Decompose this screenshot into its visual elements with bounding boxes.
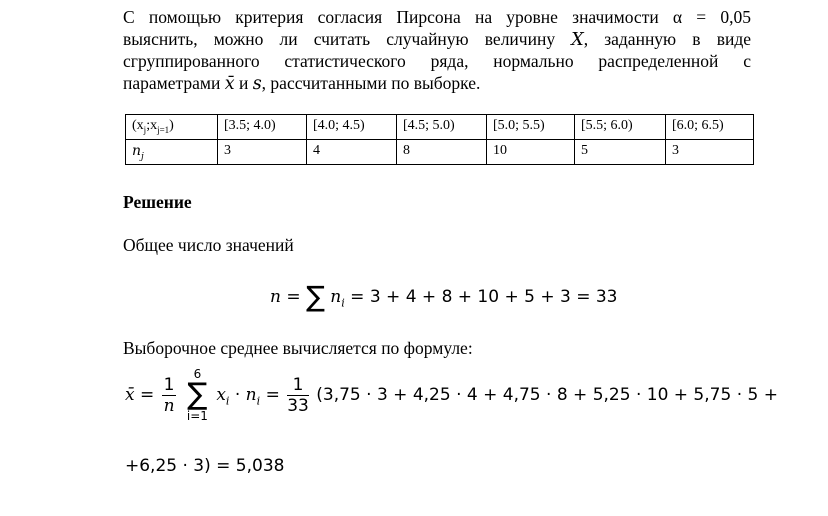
problem-line-3: сгруппированного статистического ряда, нормально распределенной с — [123, 51, 751, 71]
table-cell: 5 — [575, 140, 666, 165]
mean-text: Выборочное среднее вычисляется по формуле: — [123, 338, 473, 358]
table-cell: 10 — [487, 140, 575, 165]
mean-formula-continuation: +6,25 · 3) = 5,038 — [125, 456, 285, 476]
table-cell: [4.0; 4.5) — [307, 115, 397, 140]
table-header-cell: $(x_j;x_{j=1})$ — [126, 115, 218, 140]
table-cell: [4.5; 5.0) — [397, 115, 487, 140]
table-row-intervals — [126, 115, 754, 140]
table-cell: 8 — [397, 140, 487, 165]
problem-line-1: С помощью критерия согласия Пирсона на уровне значимости α = 0,05 — [123, 7, 751, 27]
fraction: $\frac{1}{33}$ — [287, 374, 309, 416]
table-cell: [3.5; 4.0) — [218, 115, 307, 140]
variable-x: X — [571, 29, 584, 50]
table-row-counts — [126, 140, 754, 165]
variable-s: s — [252, 73, 262, 94]
table-cell: 4 — [307, 140, 397, 165]
problem-statement — [123, 7, 751, 95]
total-formula: n = ∑ $n_i = 3 + 4 + 8 + 10 + 5 + 3 = 33$ — [270, 280, 618, 313]
solution-heading: Решение — [123, 192, 192, 212]
table-cell: 3 — [666, 140, 754, 165]
table-header-cell: $n_j$ — [126, 140, 218, 165]
mean-formula: x̄ = $\frac{1}{n}$ 6 ∑ i=1 $x_i \cdot n_i$ = $\frac{1}{33}$ (3,75 · 3 + 4,25 · 4 + 4,75 · 8 + 5,25 · 10 + 5,75 · 5 + — [125, 367, 778, 423]
table-cell: [6.0; 6.5) — [666, 115, 754, 140]
problem-line-4: параметрами x̄ и s, рассчитанными по выборке. — [123, 72, 481, 94]
total-text: Общее число значений — [123, 235, 294, 255]
fraction: $\frac{1}{n}$ — [163, 374, 175, 416]
problem-line-2: выяснить, можно ли считать случайную величину X, заданную в виде — [123, 28, 751, 50]
sum-operator: 6 ∑ i=1 — [186, 367, 208, 423]
variable-xbar: x̄ — [224, 73, 235, 94]
sum-symbol: ∑ — [306, 280, 325, 313]
grouped-series-table — [125, 114, 754, 165]
table-cell: [5.0; 5.5) — [487, 115, 575, 140]
table-cell: [5.5; 6.0) — [575, 115, 666, 140]
table-cell: 3 — [218, 140, 307, 165]
